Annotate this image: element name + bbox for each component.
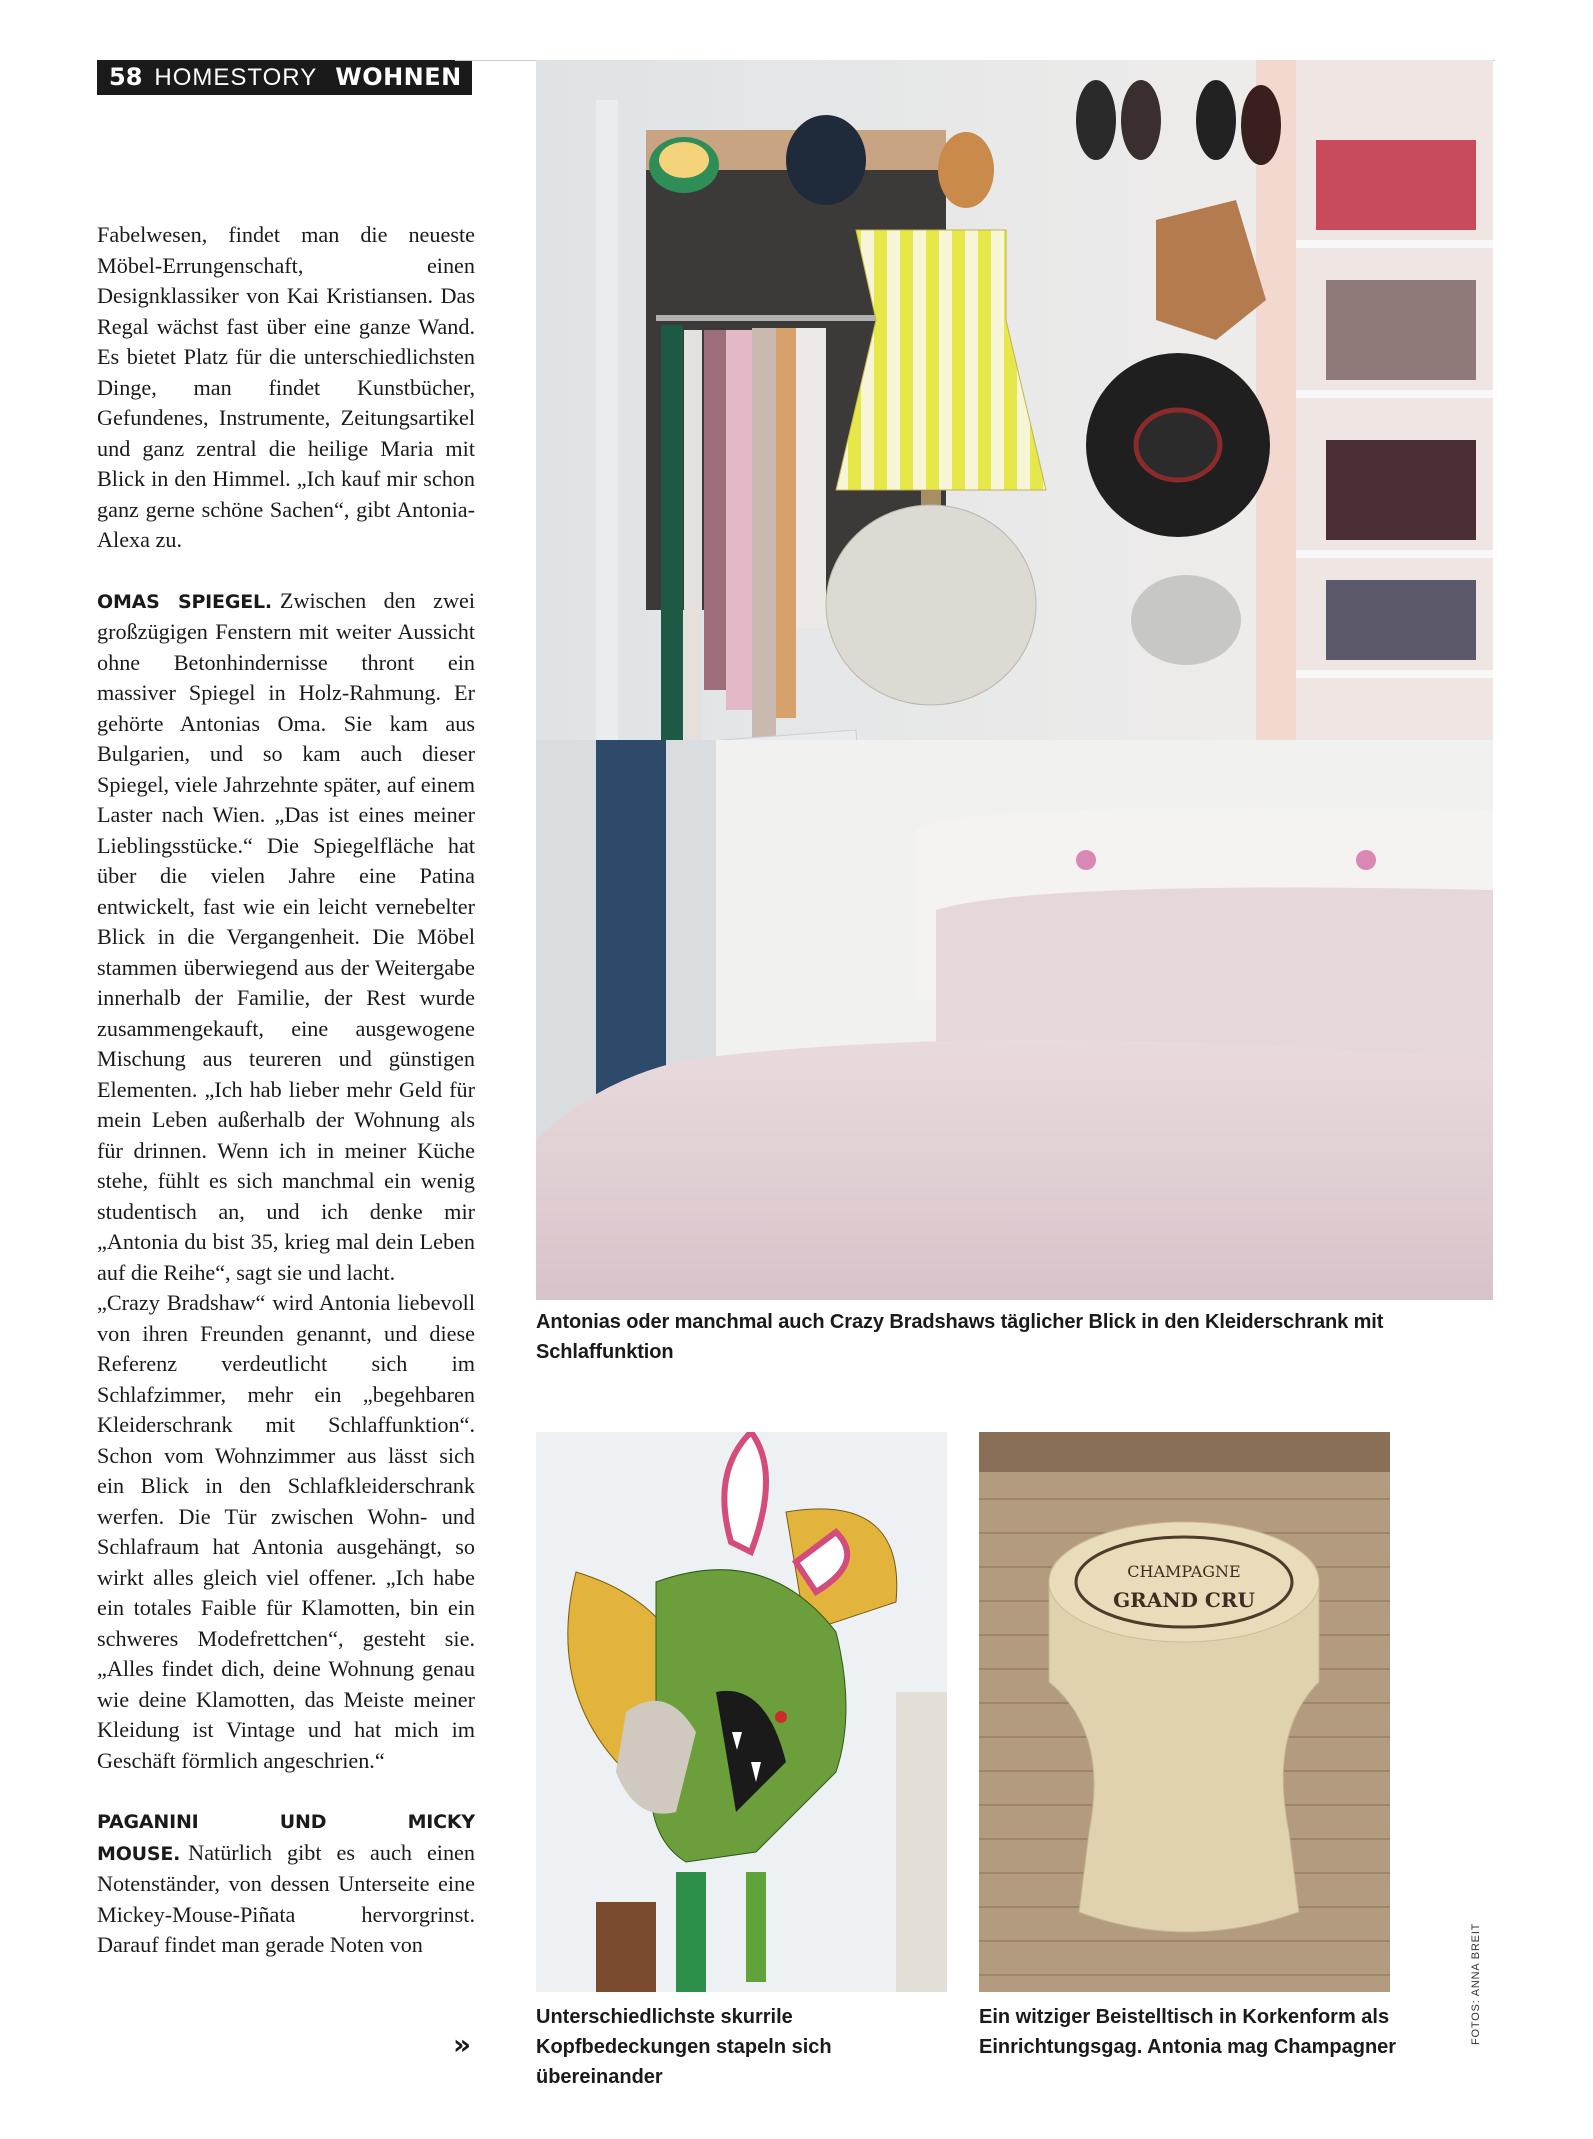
subhead-paganini: PAGANINI UND MICKY MOUSE.: [97, 1811, 475, 1865]
paragraph-paganini: [97, 1806, 475, 1961]
photo-headwear-stack: [536, 1432, 947, 1992]
paragraph-crazy-bradshaw: „Crazy Bradshaw“ wird Antonia liebevoll von ihren Freunden genannt, und diese Referenz verdeutlicht sich im Schlafzimmer, mehr ein „begehbaren Kleiderschrank mit Schlaffunktion“. Schon vom Wohnzimmer aus lässt sich ein Blick in den Schlafkleiderschrank werfen. Die Tür zwischen Wohn- und Schlafraum hat Antonia ausgehängt, so wirkt alles gleich viel offener. „Ich habe ein totales Faible für Klamotten, bin ein schweres Modefrettchen“, gesteht sie. „Alles findet dich, deine Wohnung genau wie deine Klamotten, das Meiste meiner Kleidung ist Vintage und hat mich im Geschäft förmlich angeschrien.“: [97, 1290, 475, 1773]
shelf-unit: [1296, 60, 1493, 740]
subhead-omas-spiegel: OMAS SPIEGEL.: [97, 590, 272, 613]
page-header: [97, 60, 462, 95]
article-column: [97, 220, 475, 1961]
paragraph-omas-spiegel-text: Zwischen den zwei großzügigen Fenstern mit weiter Aussicht ohne Betonhindernisse thront ein massiver Spiegel in Holz-Rahmung. Er gehörte Antonias Oma. Sie kam aus Bulgarien, und so kam auch dieser Spiegel, viele Jahrzehnte später, auf einem Laster nach Wien. „Das ist eines meiner Lieblingsstücke.“ Die Spiegelfläche hat über die vielen Jahre eine Patina entwickelt, fast wie ein leicht vernebelter Blick in die Vergangenheit. Die Möbel stammen überwiegend aus der Weitergabe innerhalb der Familie, der Rest wurde zusammengekauft, eine ausgewogene Mischung aus teureren und günstigen Elementen. „Ich hab lieber mehr Geld für mein Leben außerhalb der Wohnung als für drinnen. Wenn ich in meiner Küche stehe, fühlt es sich manchmal ein wenig studentisch an, und ich denke mir „Antonia du bist 35, krieg mal dein Leben auf die Reihe“, sagt sie und lacht.: [97, 587, 475, 1285]
paragraph-paganini-text: Natürlich gibt es auch einen Notenständer, von dessen Unterseite eine Mickey-Mouse-Piñata hervorgrinst. Darauf findet man gerade Noten von: [97, 1839, 475, 1957]
cork-stool-illustration: [979, 1432, 1390, 1992]
page-number: 58: [97, 60, 154, 95]
caption-cork-photo: Ein witziger Beistelltisch in Korkenform als Einrichtungsgag. Antonia mag Champagner: [979, 2006, 1397, 2058]
cork-label-grand-cru: GRAND CRU: [1113, 1588, 1255, 1612]
subsection-label: WOHNEN: [325, 60, 472, 95]
closet-bedroom-illustration: [536, 60, 1493, 1300]
headwear-illustration: [536, 1432, 947, 1992]
caption-headwear-photo: Unterschiedlichste skurrile Kopfbedeckungen stapeln sich übereinander: [536, 2006, 832, 2088]
photo-credit: FOTOS: ANNA BREIT: [1470, 1922, 1482, 2045]
photo-closet-bedroom: [536, 60, 1493, 1300]
cork-label-champagne: CHAMPAGNE: [1127, 1562, 1241, 1581]
caption-top-photo: Antonias oder manchmal auch Crazy Bradshaws täglicher Blick in den Kleiderschrank mit Schlaffunktion: [536, 1311, 1384, 1363]
continue-mark: »: [453, 2028, 472, 2061]
paragraph-omas-spiegel: [97, 586, 475, 1289]
paragraph-intro: Fabelwesen, findet man die neueste Möbel-Errungenschaft, einen Designklassiker von Kai Kristiansen. Das Regal wächst fast über eine ganze Wand. Es bietet Platz für die unterschiedlichsten Dinge, man findet Kunstbücher, Gefundenes, Instrumente, Zeitungsartikel und ganz zentral die heilige Maria mit Blick in den Himmel. „Ich kauf mir schon ganz gerne schöne Sachen“, gibt Antonia-Alexa zu.: [97, 222, 475, 552]
section-label: HOMESTORY: [154, 60, 325, 95]
photo-cork-stool: [979, 1432, 1390, 1992]
